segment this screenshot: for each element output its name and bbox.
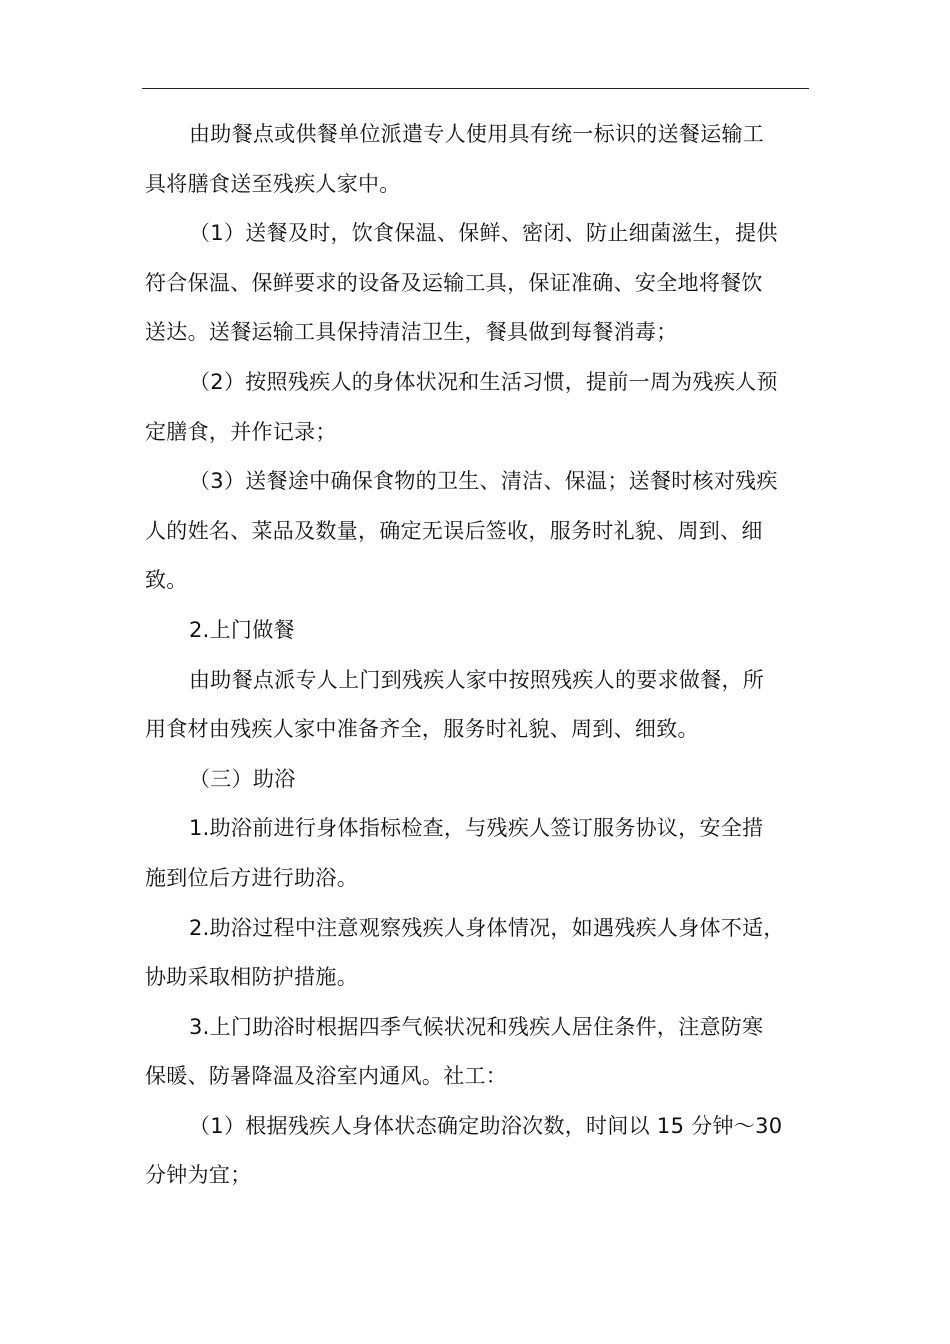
paragraph-line: 定膳食，并作记录；: [145, 419, 337, 444]
paragraph-line: 施到位后方进行助浴。: [145, 865, 358, 890]
paragraph-line: 具将膳食送至残疾人家中。: [145, 171, 401, 196]
document-body: [145, 110, 815, 1201]
paragraph-line: （1）根据残疾人身体状态确定助浴次数，时间以 15 分钟～30: [189, 1113, 783, 1138]
paragraph-2: [145, 209, 815, 358]
paragraph-line: 3.上门助浴时根据四季气候状况和残疾人居住条件，注意防寒: [189, 1014, 764, 1039]
paragraph-6: [145, 656, 815, 755]
paragraph-11: [145, 1102, 815, 1201]
section-heading-2-cooking: [145, 606, 815, 656]
paragraph-line: 人的姓名、菜品及数量，确定无误后签收，服务时礼貌、周到、细: [145, 518, 763, 543]
paragraph-4: [145, 457, 815, 606]
paragraph-9: [145, 904, 815, 1003]
paragraph-line: 符合保温、保鲜要求的设备及运输工具，保证准确、安全地将餐饮: [145, 270, 763, 295]
paragraph-line: 2.助浴过程中注意观察残疾人身体情况，如遇残疾人身体不适，: [189, 915, 785, 940]
paragraph-line: 分钟为宜；: [145, 1163, 252, 1188]
paragraph-line: 用食材由残疾人家中准备齐全，服务时礼貌、周到、细致。: [145, 717, 699, 742]
paragraph-line: 1.助浴前进行身体指标检查，与残疾人签订服务协议，安全措: [189, 816, 764, 841]
paragraph-line: （3）送餐途中确保食物的卫生、清洁、保温；送餐时核对残疾: [189, 469, 778, 494]
paragraph-10: [145, 1003, 815, 1102]
heading-line: （三）助浴: [189, 766, 296, 791]
paragraph-line: 由助餐点或供餐单位派遣专人使用具有统一标识的送餐运输工: [189, 122, 765, 146]
paragraph-8: [145, 804, 815, 903]
paragraph-line: （2）按照残疾人的身体状况和生活习惯，提前一周为残疾人预: [189, 369, 778, 394]
paragraph-3: [145, 358, 815, 457]
paragraph-line: 由助餐点派专人上门到残疾人家中按照残疾人的要求做餐，所: [189, 667, 765, 692]
section-heading-bathing: [145, 755, 815, 805]
header-rule: [142, 88, 809, 89]
paragraph-line: 保暖、防暑降温及浴室内通风。社工：: [145, 1064, 508, 1089]
heading-line: 2.上门做餐: [189, 617, 295, 642]
paragraph-line: （1）送餐及时，饮食保温、保鲜、密闭、防止细菌滋生，提供: [189, 221, 778, 246]
paragraph-1: [145, 110, 815, 209]
paragraph-line: 协助采取相防护措施。: [145, 965, 358, 990]
paragraph-line: 送达。送餐运输工具保持清洁卫生，餐具做到每餐消毒；: [145, 320, 678, 345]
paragraph-line: 致。: [145, 568, 188, 593]
